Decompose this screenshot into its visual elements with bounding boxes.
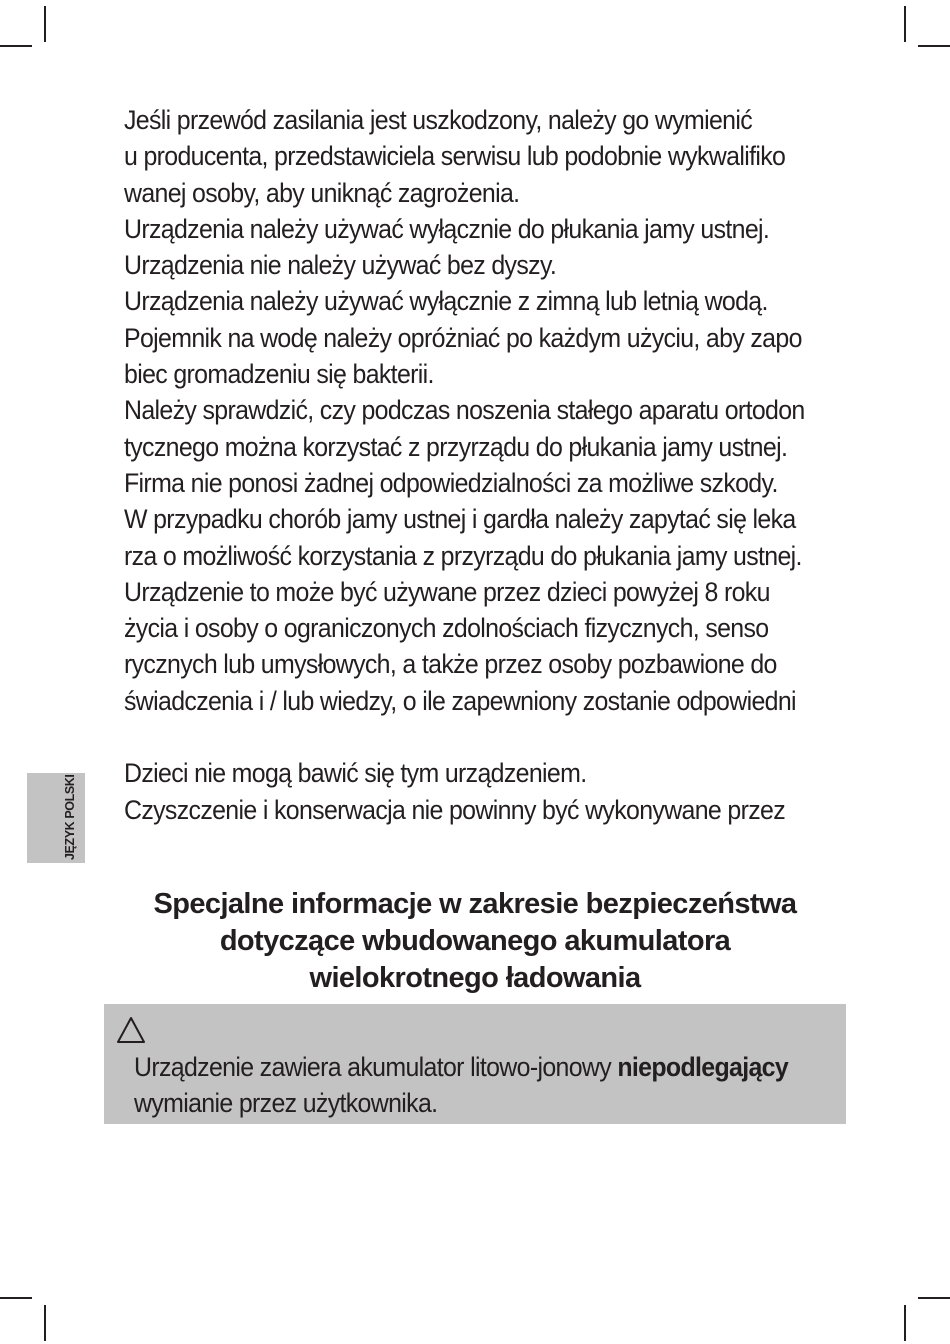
body-line: Dzieci nie mogą bawić się tym urządzeniem. xyxy=(124,758,587,789)
body-line: Urządzenia należy używać wyłącznie z zimną lub letnią wodą. xyxy=(124,286,768,317)
paragraph-gap xyxy=(124,719,810,755)
body-line: tycznego można korzystać z przyrządu do płukania jamy ustnej. xyxy=(124,431,788,462)
heading-line: dotyczące wbudowanego akumulatora xyxy=(219,925,731,957)
body-line: biec gromadzeniu się bakterii. xyxy=(124,359,434,390)
crop-mark-bottom-right-h xyxy=(918,1297,950,1299)
body-line: Urządzenia nie należy używać bez dyszy. xyxy=(124,250,557,281)
crop-mark-top-right-h xyxy=(918,45,950,47)
crop-mark-bottom-left-v xyxy=(44,1305,46,1341)
warning-triangle-icon xyxy=(116,1016,146,1044)
body-line: Czyszczenie i konserwacja nie powinny być wykonywane przez xyxy=(124,794,786,825)
heading-line: wielokrotnego ładowania xyxy=(309,962,641,994)
body-line: W przypadku chorób jamy ustnej i gardła należy zapytać się leka xyxy=(124,504,796,535)
body-line: u producenta, przedstawiciela serwisu lub podobnie wykwalifiko xyxy=(124,141,786,172)
language-side-tab-label: JĘZYK POLSKI xyxy=(63,774,77,860)
warning-box xyxy=(104,1004,846,1124)
heading-line: Specjalne informacje w zakresie bezpieczeństwa xyxy=(153,888,797,920)
body-line: Pojemnik na wodę należy opróżniać po każdym użyciu, aby zapo xyxy=(124,322,802,353)
warning-line xyxy=(134,1049,792,1085)
body-line: rycznych lub umysłowych, a także przez osoby pozbawione do xyxy=(124,649,777,680)
safety-instructions-text xyxy=(124,102,810,828)
body-line: Urządzenie to może być używane przez dzieci powyżej 8 roku xyxy=(124,576,770,607)
warning-line: wymianie przez użytkownika. xyxy=(134,1088,438,1118)
body-line: rza o możliwość korzystania z przyrządu do płukania jamy ustnej. xyxy=(124,540,802,571)
body-line: Firma nie ponosi żadnej odpowiedzialności za możliwe szkody. xyxy=(124,467,778,498)
warning-text-bold: niepodlegający xyxy=(617,1052,789,1082)
body-line: życia i osoby o ograniczonych zdolnościach fizycznych, senso xyxy=(124,613,769,644)
body-line: świadczenia i / lub wiedzy, o ile zapewniony zostanie odpowiedni xyxy=(124,685,796,716)
crop-mark-top-right-v xyxy=(904,6,906,42)
battery-safety-heading xyxy=(95,886,855,997)
warning-text xyxy=(134,1049,792,1121)
crop-mark-top-left-v xyxy=(44,6,46,42)
crop-mark-top-left-h xyxy=(0,45,32,47)
body-line: Należy sprawdzić, czy podczas noszenia stałego aparatu ortodon xyxy=(124,395,805,426)
crop-mark-bottom-right-v xyxy=(904,1305,906,1341)
crop-mark-bottom-left-h xyxy=(0,1297,32,1299)
warning-text-regular: Urządzenie zawiera akumulator litowo-jonowy xyxy=(134,1052,618,1082)
body-line: Jeśli przewód zasilania jest uszkodzony, należy go wymienić xyxy=(124,105,753,135)
body-line: Urządzenia należy używać wyłącznie do płukania jamy ustnej. xyxy=(124,213,770,244)
body-line: wanej osoby, aby uniknąć zagrożenia. xyxy=(124,177,520,208)
